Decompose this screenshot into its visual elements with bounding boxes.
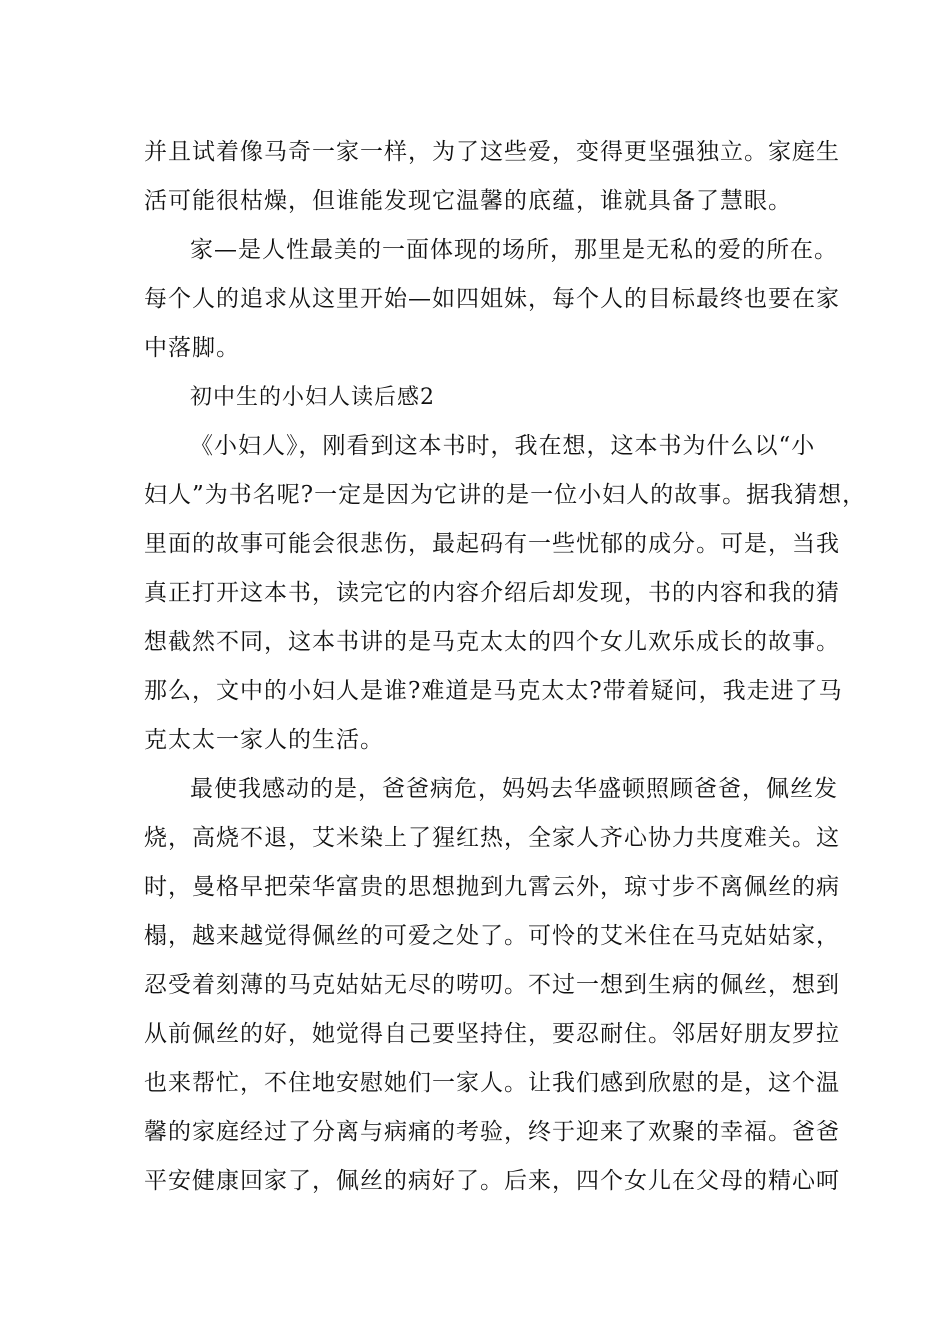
paragraph: [144, 128, 840, 226]
text-line: 那么，文中的小妇人是谁?难道是马克太太?带着疑问，我走进了马: [144, 678, 843, 704]
text-line: 里面的故事可能会很悲伤，最起码有一些忧郁的成分。可是，当我: [144, 531, 840, 557]
text-line: 克太太一家人的生活。: [144, 727, 384, 753]
text-line: 活可能很枯燥，但谁能发现它温馨的底蕴，谁就具备了慧眼。: [144, 188, 792, 214]
text-line: 每个人的追求从这里开始—如四姐妹，每个人的目标最终也要在家: [144, 286, 840, 312]
text-line: 妇人”为书名呢?一定是因为它讲的是一位小妇人的故事。据我猜想，: [144, 482, 867, 508]
text-line: 烧，高烧不退，艾米染上了猩红热，全家人齐心协力共度难关。这: [144, 825, 840, 851]
paragraph: [144, 422, 867, 765]
text-line: 时，曼格早把荣华富贵的思想抛到九霄云外，琼寸步不离佩丝的病: [144, 874, 840, 900]
text-line: 想截然不同，这本书讲的是马克太太的四个女儿欢乐成长的故事。: [144, 629, 840, 655]
text-line: 家—是人性最美的一面体现的场所，那里是无私的爱的所在。: [190, 237, 838, 263]
section-heading: [144, 373, 830, 422]
paragraph: [144, 765, 840, 1206]
text-line: 馨的家庭经过了分离与病痛的考验，终于迎来了欢聚的幸福。爸爸: [144, 1119, 840, 1145]
text-line: 榻，越来越觉得佩丝的可爱之处了。可怜的艾米住在马克姑姑家，: [144, 923, 840, 949]
document-body: [144, 128, 867, 1206]
text-line: 《小妇人》，刚看到这本书时，我在想，这本书为什么以“小: [190, 433, 816, 459]
text-line: 也来帮忙，不住地安慰她们一家人。让我们感到欣慰的是，这个温: [144, 1070, 840, 1096]
text-line: 从前佩丝的好，她觉得自己要坚持住，要忍耐住。邻居好朋友罗拉: [144, 1021, 840, 1047]
text-line: 忍受着刻薄的马克姑姑无尽的唠叨。不过一想到生病的佩丝，想到: [144, 972, 840, 998]
paragraph: [144, 226, 840, 373]
text-line: 平安健康回家了，佩丝的病好了。后来，四个女儿在父母的精心呵: [144, 1168, 840, 1194]
text-line: 初中生的小妇人读后感2: [190, 385, 435, 410]
text-line: 并且试着像马奇一家一样，为了这些爱，变得更坚强独立。家庭生: [144, 139, 840, 165]
text-line: 中落脚。: [144, 335, 240, 361]
text-line: 最使我感动的是，爸爸病危，妈妈去华盛顿照顾爸爸，佩丝发: [190, 776, 838, 802]
text-line: 真正打开这本书，读完它的内容介绍后却发现，书的内容和我的猜: [144, 580, 840, 606]
